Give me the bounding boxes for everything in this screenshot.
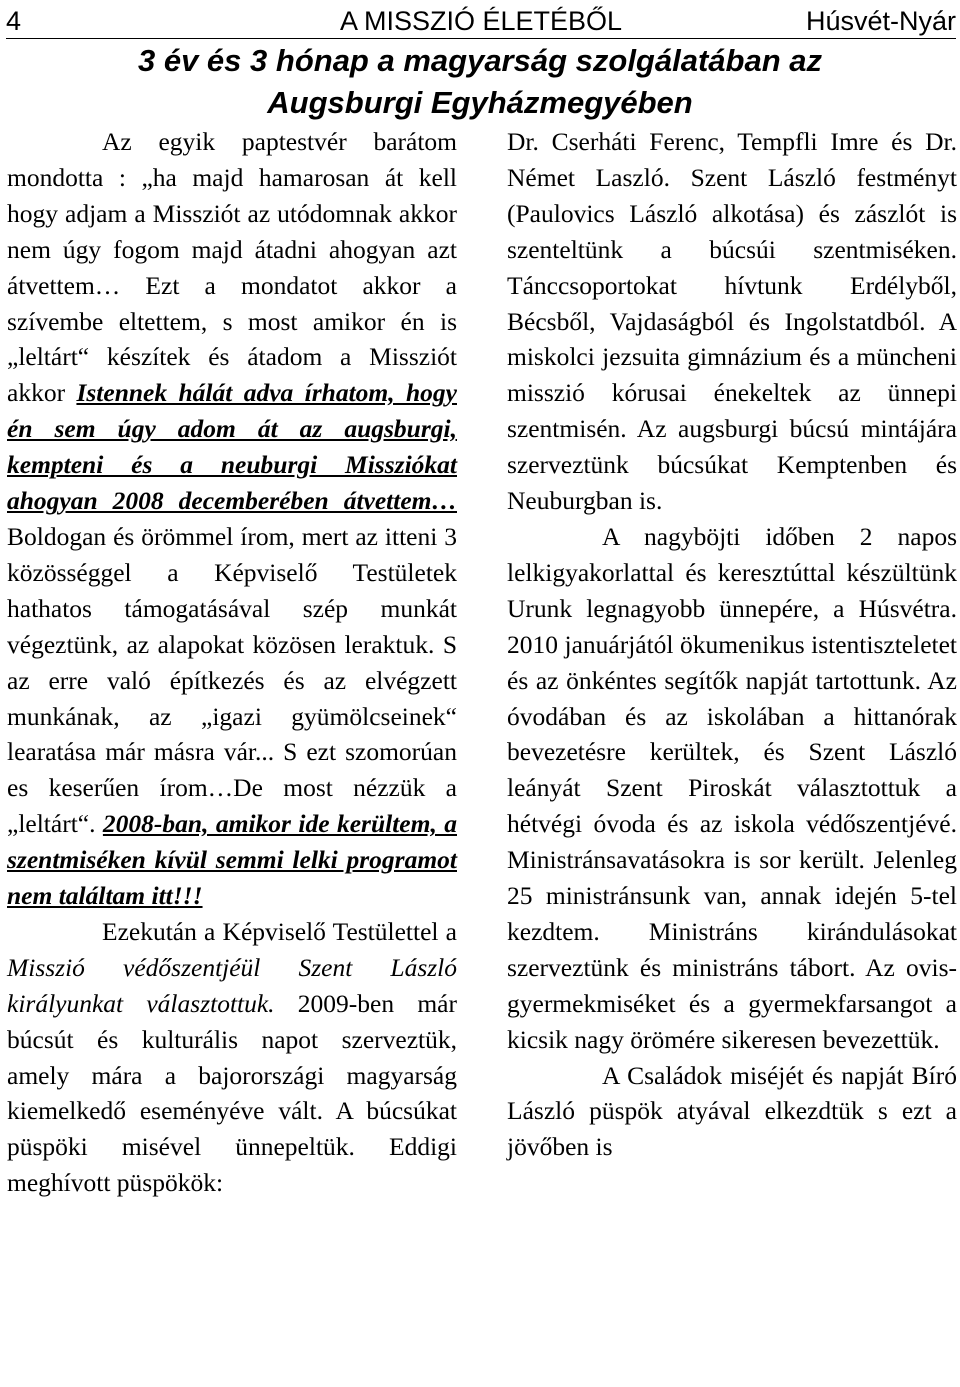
italic-text: Misszió védőszentjéül Szent László királyunkat választottuk.: [7, 952, 457, 1018]
text-run: Az egyik paptestvér barátom mondotta : „ha majd hamarosan át kell hogy adjam a Missziót az utódomnak akkor nem úgy fogom majd átadni ahogyan azt átvettem… Ezt a mondatot akkor a szívembe eltettem, s most amikor én is „leltárt“ készítek és átadom a Missziót akkor: [7, 127, 457, 408]
article-title-line-1: 3 év és 3 hónap a magyarság szolgálatában az: [137, 43, 822, 78]
right-paragraph-3: A Családok miséjét és napját Bíró László püspök atyával elkezdtük s ezt a jövőben is: [507, 1060, 957, 1162]
left-paragraph-2: [7, 914, 457, 1201]
left-paragraph-1: [7, 124, 457, 914]
page-number: 4: [6, 6, 22, 36]
right-paragraph-2: A nagyböjti időben 2 napos lelkigyakorlattal és keresztúttal készültünk Urunk legnagyobb ünnepére, a Húsvétra. 2010 januárjától ökumenikus istentiszteletet és az önkéntes segítők napját tartottunk. Az óvodában és az iskolában a hittanórak bevezetésre kerültek, és Szent László leányát Szent Piroskát választottuk a hétvégi óvoda és az iskola védőszentjévé. Ministránsavatásokra is sor került. Jelenleg 25 ministránsunk van, annak idején 5-tel kezdtem. Ministráns kirándulásokat szerveztünk és ministráns tábort. Az ovis-gyermekmiséket és a gyermekfarsangot a kicsik nagy örömére sikeresen bevezettük.: [507, 521, 957, 1054]
text-run: Ezekután a Képviselő Testülettel a: [102, 916, 457, 946]
left-column: [7, 124, 457, 1201]
right-column: [507, 124, 957, 1165]
issue-label: Húsvét-Nyár: [805, 6, 956, 36]
page-header: [6, 4, 956, 39]
section-title: A MISSZIÓ ÉLETÉBŐL: [339, 6, 623, 36]
text-run: 2009-ben már búcsút és kulturális napot szerveztük, amely mára a bajorországi magyarság kiemelkedő eseményéve vált. A búcsúkat püspöki misével ünnepeltük. Eddigi meghívott püspökök:: [7, 988, 457, 1198]
right-paragraph-1: Dr. Cserháti Ferenc, Tempfli Imre és Dr. Német Laszló. Szent László festményt (Paulovics László alkotása) és zászlót is szenteltünk a búcsúi szentmiséken. Tánccsoportokat hívtunk Erdélyből, Bécsből, Vajdaságból és Ingolstatdból. A miskolci jezsuita gimnázium és a müncheni misszió kórusai énekeltek az ünnepi szentmisén. Az augsburgi búcsú mintájára szerveztünk búcsúkat Kemptenben és Neuburgban is.: [507, 127, 957, 516]
emphasis-text: 2008-ban, amikor ide kerültem, a szentmiséken kívül semmi lelki programot nem találtam itt!!!: [7, 809, 457, 911]
emphasis-text: Istennek hálát adva írhatom, hogy én sem úgy adom át az augsburgi, kempteni és a neuburgi Missziókat ahogyan 2008 decemberében átvettem…: [7, 378, 457, 516]
text-run: Boldogan és örömmel írom, mert az itteni 3 közösséggel a Képviselő Testületek hathatos támogatásával szép munkát végeztünk, az alapokat közösen leraktuk. S az erre való építkezés és az elvégzett munkának, az „igazi gyümölcseinek“ learatása már másra vár... S ezt szomorúan es keserűen írom…De most nézzük a „leltárt“.: [7, 521, 457, 839]
article-title-line-2: Augsburgi Egyházmegyében: [267, 85, 693, 120]
